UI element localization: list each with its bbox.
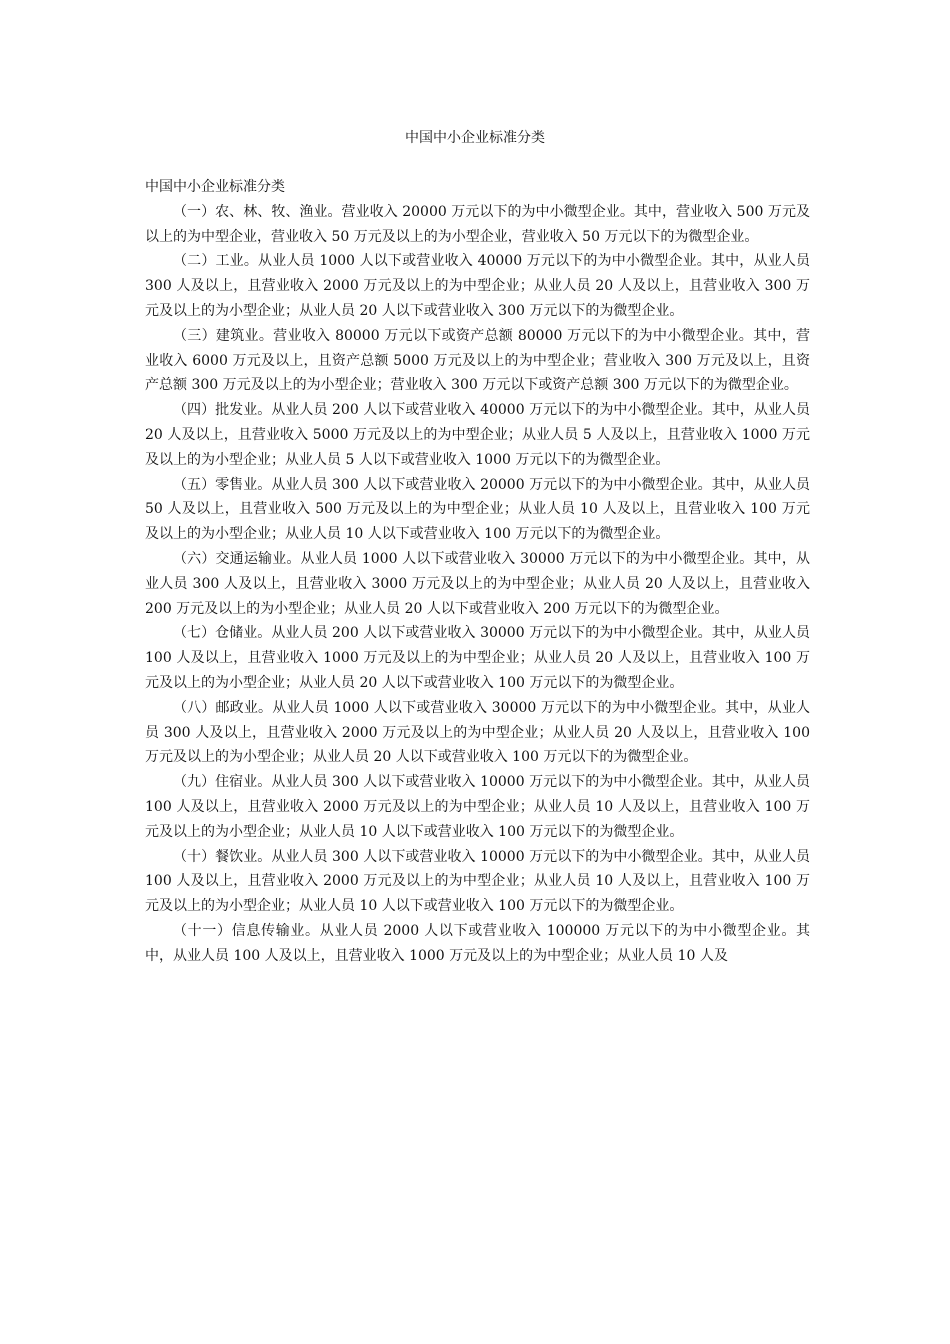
paragraph-postal: （八）邮政业。从业人员 1000 人以下或营业收入 30000 万元以下的为中小微型企业。其中，从业人员 300 人及以上，且营业收入 2000 万元及以上的为中型企业；从业人员 20 人及以上，且营业收入 100 万元及以上的为小型企业；从业人员 20 人以下或营业收入 100 万元以下的为微型企业。 <box>145 699 810 766</box>
document-title: 中国中小企业标准分类 <box>405 130 545 146</box>
paragraph-accommodation: （九）住宿业。从业人员 300 人以下或营业收入 10000 万元以下的为中小微型企业。其中，从业人员 100 人及以上，且营业收入 2000 万元及以上的为中型企业；从业人员 10 人及以上，且营业收入 100 万元及以上的为小型企业；从业人员 10 人以下或营业收入 100 万元以下的为微型企业。 <box>145 774 810 840</box>
document-body <box>145 175 810 969</box>
paragraph-warehousing: （七）仓储业。从业人员 200 人以下或营业收入 30000 万元以下的为中小微型企业。其中，从业人员 100 人及以上，且营业收入 1000 万元及以上的为中型企业；从业人员 20 人及以上，且营业收入 100 万元及以上的为小型企业；从业人员 20 人以下或营业收入 100 万元以下的为微型企业。 <box>145 625 810 691</box>
document-subtitle: 中国中小企业标准分类 <box>145 179 285 195</box>
paragraph-agriculture: （一）农、林、牧、渔业。营业收入 20000 万元以下的为中小微型企业。其中，营业收入 500 万元及以上的为中型企业，营业收入 50 万元及以上的为小型企业，营业收入 50 万元以下的为微型企业。 <box>145 203 810 245</box>
paragraph-catering: （十）餐饮业。从业人员 300 人以下或营业收入 10000 万元以下的为中小微型企业。其中，从业人员 100 人及以上，且营业收入 2000 万元及以上的为中型企业；从业人员 10 人及以上，且营业收入 100 万元及以上的为小型企业；从业人员 10 人以下或营业收入 100 万元以下的为微型企业。 <box>145 848 810 915</box>
paragraph-wholesale: （四）批发业。从业人员 200 人以下或营业收入 40000 万元以下的为中小微型企业。其中，从业人员 20 人及以上，且营业收入 5000 万元及以上的为中型企业；从业人员 5 人及以上，且营业收入 1000 万元及以上的为小型企业；从业人员 5 人以下或营业收入 1000 万元以下的为微型企业。 <box>145 402 810 468</box>
paragraph-construction: （三）建筑业。营业收入 80000 万元以下或资产总额 80000 万元以下的为中小微型企业。其中，营业收入 6000 万元及以上，且资产总额 5000 万元及以上的为中型企业；营业收入 300 万元及以上，且资产总额 300 万元及以上的为小型企业；营业收入 300 万元以下或资产总额 300 万元以下的为微型企业。 <box>145 327 810 394</box>
paragraph-retail: （五）零售业。从业人员 300 人以下或营业收入 20000 万元以下的为中小微型企业。其中，从业人员 50 人及以上，且营业收入 500 万元及以上的为中型企业；从业人员 10 人及以上，且营业收入 100 万元及以上的为小型企业；从业人员 10 人以下或营业收入 100 万元以下的为微型企业。 <box>145 476 810 543</box>
paragraph-industry: （二）工业。从业人员 1000 人以下或营业收入 40000 万元以下的为中小微型企业。其中，从业人员 300 人及以上，且营业收入 2000 万元及以上的为中型企业；从业人员 20 人及以上，且营业收入 300 万元及以上的为小型企业；从业人员 20 人以下或营业收入 300 万元以下的为微型企业。 <box>145 253 810 319</box>
paragraph-transport: （六）交通运输业。从业人员 1000 人以下或营业收入 30000 万元以下的为中小微型企业。其中，从业人员 300 人及以上，且营业收入 3000 万元及以上的为中型企业；从业人员 20 人及以上，且营业收入 200 万元及以上的为小型企业；从业人员 20 人以下或营业收入 200 万元以下的为微型企业。 <box>145 550 810 617</box>
paragraph-information-transmission: （十一）信息传输业。从业人员 2000 人以下或营业收入 100000 万元以下的为中小微型企业。其中，从业人员 100 人及以上，且营业收入 1000 万元及以上的为中型企业；从业人员 10 人及 <box>145 922 810 964</box>
